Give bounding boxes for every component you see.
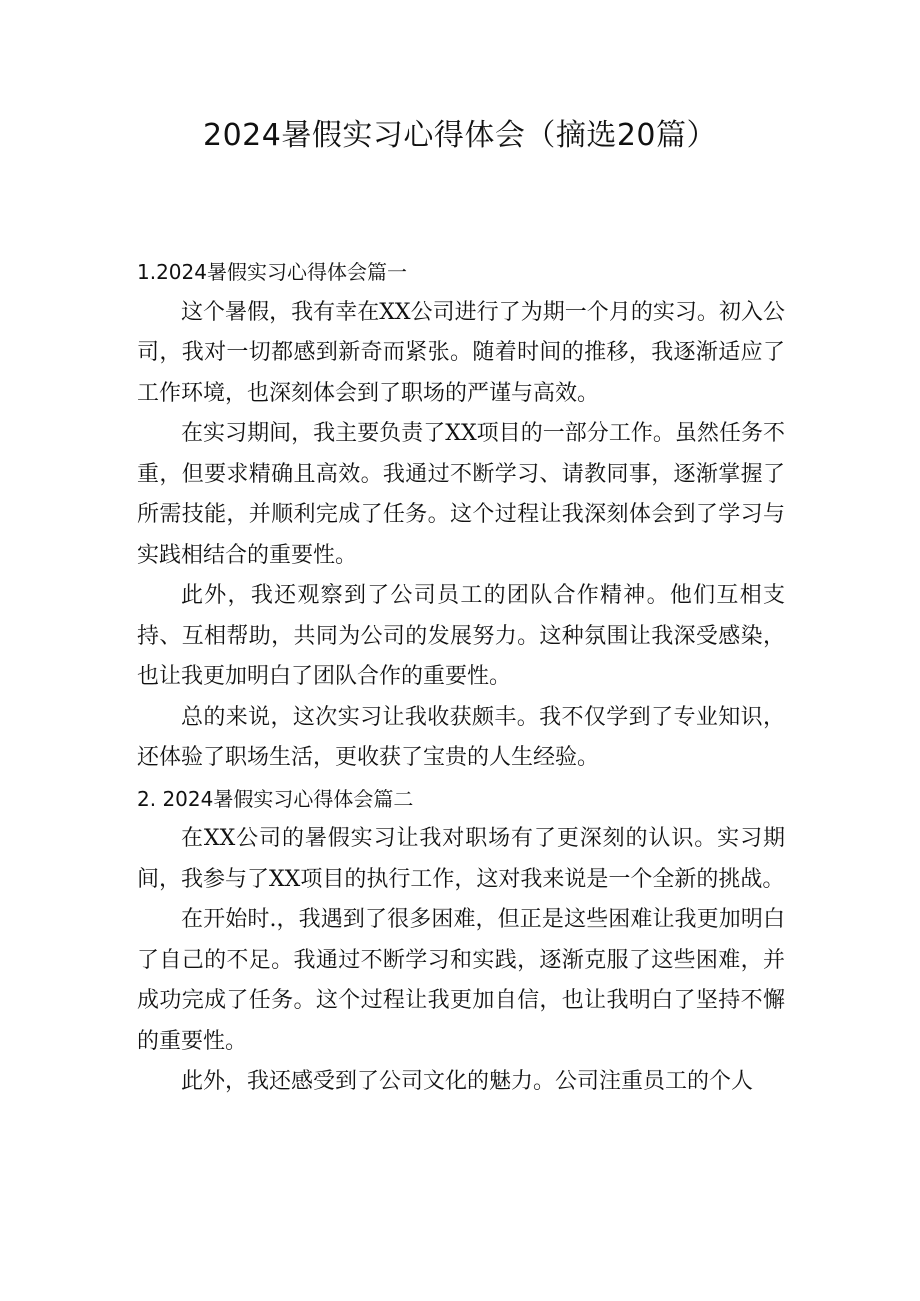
section-heading-1: 1.2024暑假实习心得体会篇一 — [137, 260, 407, 284]
paragraph: 此外，我还感受到了公司文化的魅力。公司注重员工的个人 — [181, 1069, 754, 1094]
paragraph: 在实习期间，我主要负责了XX项目的一部分工作。虽然任务不重，但要求精确且高效。我通过不断学习、请教同事，逐渐掌握了所需技能，并顺利完成了任务。这个过程让我深刻体会到了学习与实践相结合的重要性。 — [137, 421, 785, 568]
section-heading-2: 2. 2024暑假实习心得体会篇二 — [137, 786, 414, 811]
paragraph: 总的来说，这次实习让我收获颇丰。我不仅学到了专业知识，还体验了职场生活，更收获了宝贵的人生经验。 — [137, 704, 785, 770]
document-title: 2024暑假实习心得体会（摘选20篇） — [202, 118, 718, 153]
paragraph: 此外，我还观察到了公司员工的团队合作精神。他们互相支持、互相帮助，共同为公司的发展努力。这种氛围让我深受感染，也让我更加明白了团队合作的重要性。 — [137, 583, 785, 689]
paragraph: 在XX公司的暑假实习让我对职场有了更深刻的认识。实习期间，我参与了XX项目的执行工作，这对我来说是一个全新的挑战。 — [137, 826, 785, 892]
document-body — [137, 252, 785, 1103]
paragraph: 在开始时.，我遇到了很多困难，但正是这些困难让我更加明白了自己的不足。我通过不断学习和实践，逐渐克服了这些困难，并成功完成了任务。这个过程让我更加自信，也让我明白了坚持不懈的重要性。 — [137, 907, 785, 1054]
paragraph: 这个暑假，我有幸在XX公司进行了为期一个月的实习。初入公司，我对一切都感到新奇而紧张。随着时间的推移，我逐渐适应了工作环境，也深刻体会到了职场的严谨与高效。 — [137, 299, 785, 406]
